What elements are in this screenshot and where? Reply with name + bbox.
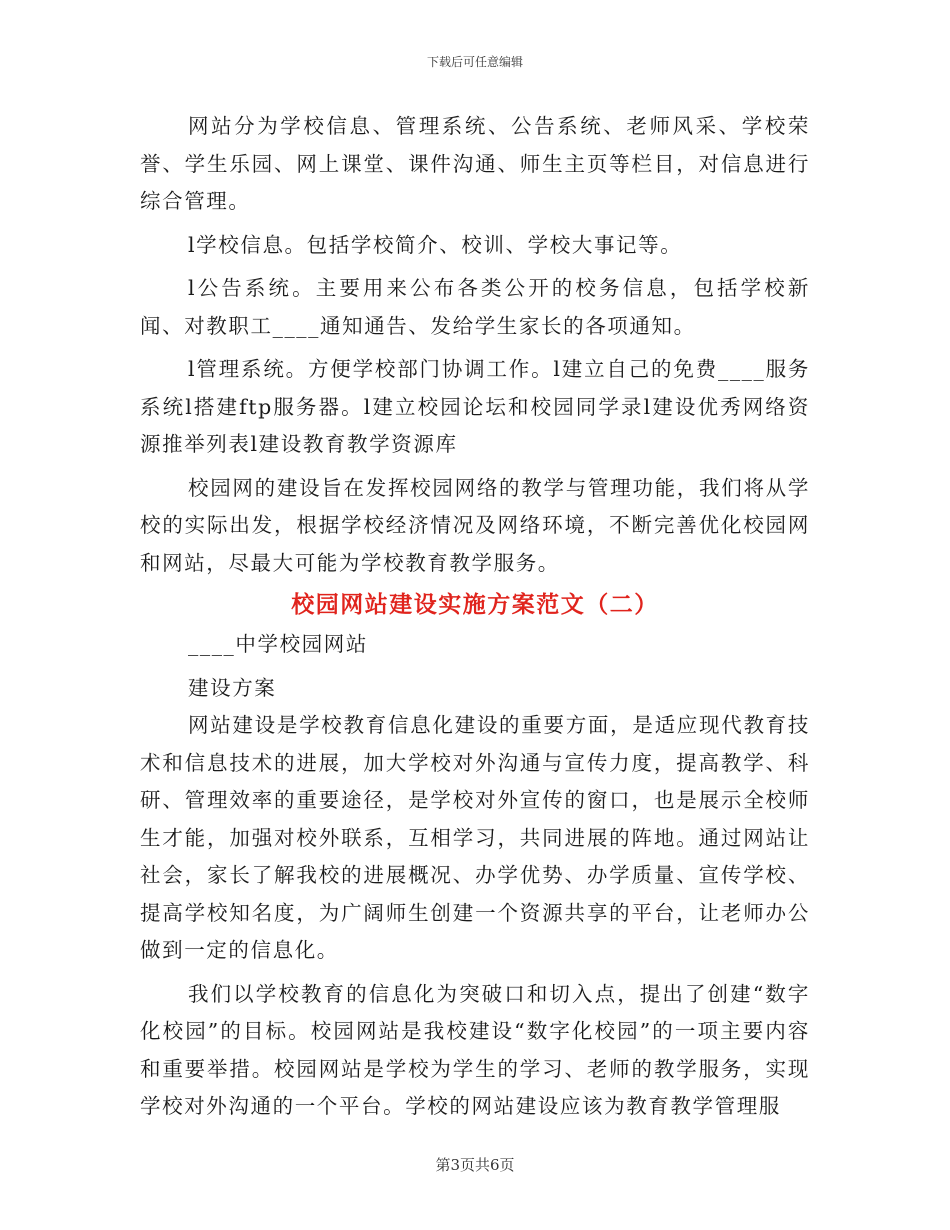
paragraph-construction-plan: 建设方案 — [188, 675, 277, 700]
paragraph-announcement-system: l公告系统。主要用来公布各类公开的校务信息，包括学校新闻、对教职工____通知通告、发给学生家长的各项通知。 — [140, 276, 810, 338]
document-body — [140, 108, 810, 1126]
page-footer: 第3页共6页 — [435, 1156, 515, 1174]
paragraph-school-website-name: ____中学校园网站 — [188, 632, 368, 656]
paragraph-digital-campus: 我们以学校教育的信息化为突破口和切入点，提出了创建“数字化校园”的目标。校园网站是我校建设“数字化校园”的一项主要内容和重要举措。校园网站是学校为学生的学习、老师的教学服务，实现学校对外沟通的一个平台。学校的网站建设应该为教育教学管理服 — [140, 981, 810, 1118]
paragraph-website-importance: 网站建设是学校教育信息化建设的重要方面，是适应现代教育技术和信息技术的进展，加大学校对外沟通与宣传力度，提高教学、科研、管理效率的重要途径，是学校对外宣传的窗口，也是展示全校师生才能，加强对校外联系，互相学习，共同进展的阵地。通过网站让社会，家长了解我校的进展概况、办学优势、办学质量、宣传学校、提高学校知名度，为广阔师生创建一个资源共享的平台，让老师办公做到一定的信息化。 — [140, 713, 810, 962]
paragraph-management-system: l管理系统。方便学校部门协调工作。l建立自己的免费____服务系统l搭建ftp服务器。l建立校园论坛和校园同学录l建设优秀网络资源推举列表l建设教育教学资源库 — [140, 357, 810, 456]
page-header: 下载后可任意编辑 — [426, 55, 523, 69]
paragraph-campus-network-goal: 校园网的建设旨在发挥校园网络的教学与管理功能，我们将从学校的实际出发，根据学校经济情况及网络环境，不断完善优化校园网和网站，尽最大可能为学校教育教学服务。 — [140, 475, 810, 575]
section-title: 校园网站建设实施方案范文（二） — [291, 591, 659, 618]
paragraph-school-info: l学校信息。包括学校简介、校训、学校大事记等。 — [188, 232, 683, 257]
paragraph-site-sections: 网站分为学校信息、管理系统、公告系统、老师风采、学校荣誉、学生乐园、网上课堂、课件沟通、师生主页等栏目，对信息进行综合管理。 — [140, 114, 810, 213]
